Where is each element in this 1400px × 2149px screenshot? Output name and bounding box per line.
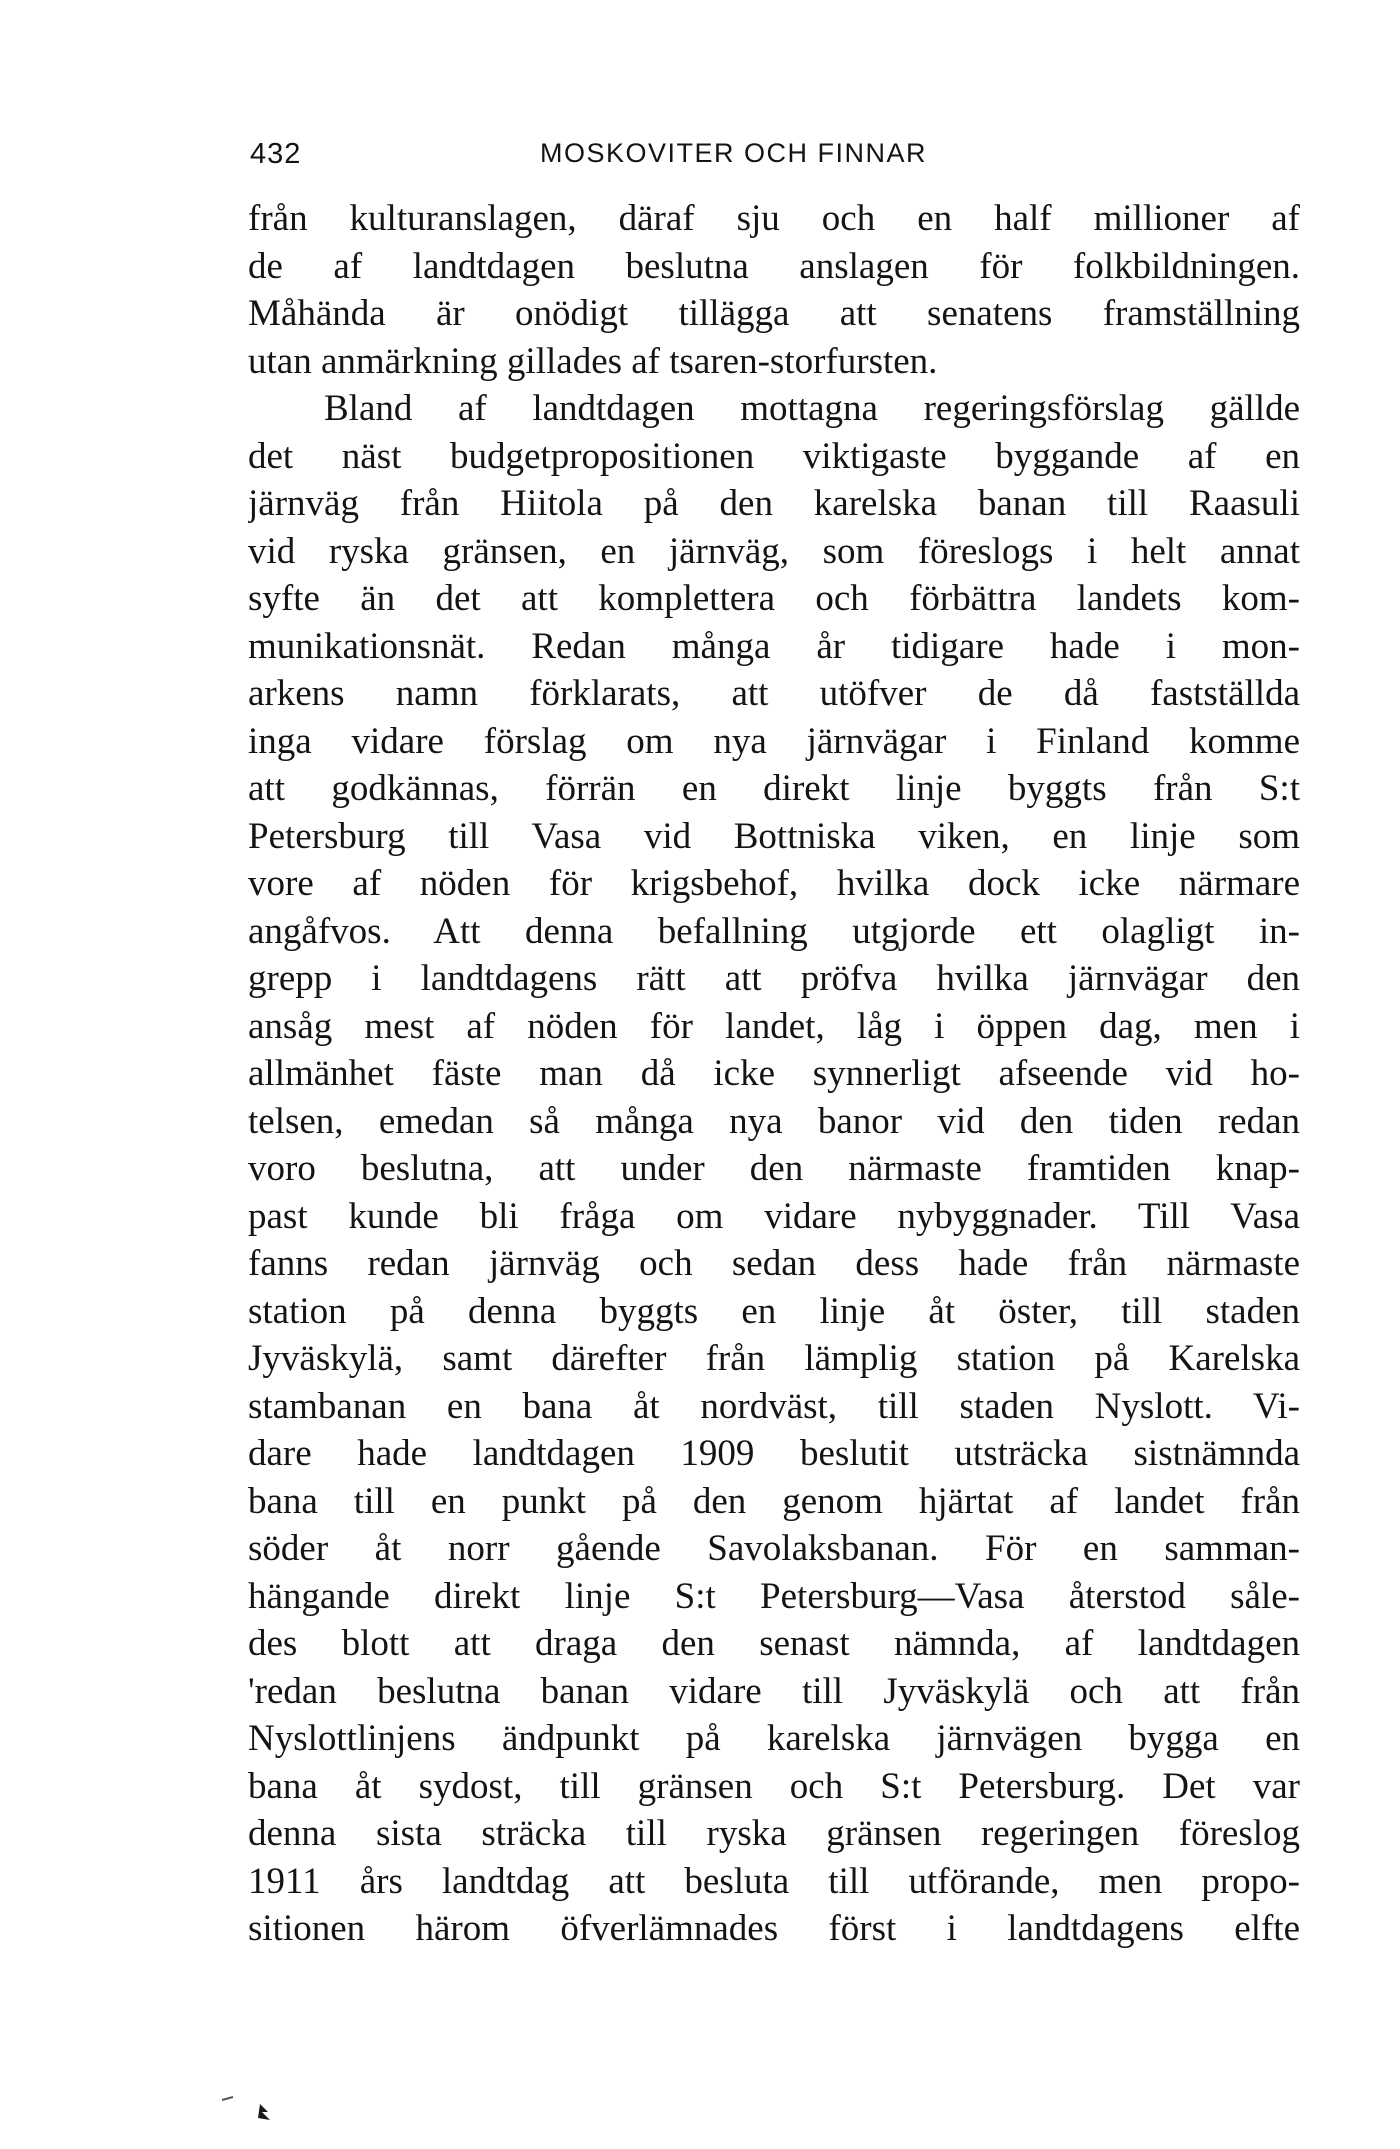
text-line: past kunde bli fråga om vidare nybyggnader. Till Vasa [248,1195,1300,1237]
page-number: 432 [250,138,302,170]
body-text [248,195,1300,1953]
text-line: utan anmärkning gillades af tsaren-storfursten. [248,340,938,382]
running-header [250,138,1300,178]
text-line: vid ryska gränsen, en järnväg, som föreslogs i helt annat [248,530,1300,572]
text-line: järnväg från Hiitola på den karelska banan till Raasuli [248,483,1300,524]
text-line: ansåg mest af nöden för landet, låg i öppen dag, men i [248,1005,1300,1047]
text-line: station på denna byggts en linje åt öster, till staden [248,1290,1300,1332]
text-line: 'redan beslutna banan vidare till Jyväskylä och att från [248,1670,1300,1712]
text-line: syfte än det att komplettera och förbättra landets kom- [248,578,1300,619]
text-line: vore af nöden för krigsbehof, hvilka dock icke närmare [248,863,1300,904]
text-line: inga vidare förslag om nya järnvägar i Finland komme [248,720,1300,762]
text-line: des blott att draga den senast nämnda, af landtdagen [248,1623,1300,1664]
text-line: stambanan en bana åt nordväst, till staden Nyslott. Vi- [248,1385,1300,1427]
text-line: angåfvos. Att denna befallning utgjorde ett olagligt in- [248,910,1300,952]
text-line: Jyväskylä, samt därefter från lämplig station på Karelska [248,1338,1300,1379]
text-line: de af landtdagen beslutna anslagen för folkbildningen. [248,245,1300,287]
text-line: Nyslottlinjens ändpunkt på karelska järnvägen bygga en [248,1718,1300,1759]
scan-speck-mark [222,2097,233,2100]
text-line: grepp i landtdagens rätt att pröfva hvilka järnvägar den [248,958,1300,999]
text-line: från kulturanslagen, däraf sju och en half millioner af [248,198,1300,239]
text-line: att godkännas, förrän en direkt linje byggts från S:t [248,768,1300,809]
text-line: bana åt sydost, till gränsen och S:t Petersburg. Det var [248,1765,1300,1807]
text-line: Petersburg till Vasa vid Bottniska viken, en linje som [248,815,1300,857]
text-line: denna sista sträcka till ryska gränsen regeringen föreslog [248,1813,1300,1854]
text-line: sitionen härom öfverlämnades först i landtdagens elfte [248,1908,1300,1949]
text-line: hängande direkt linje S:t Petersburg—Vasa återstod såle- [248,1575,1300,1617]
text-line: munikationsnät. Redan många år tidigare hade i mon- [248,625,1300,667]
scan-arrow-mark [258,2104,270,2120]
running-title: MOSKOVITER OCH FINNAR [540,138,928,168]
text-line: voro beslutna, att under den närmaste framtiden knap- [248,1148,1300,1189]
text-line: Bland af landtdagen mottagna regeringsförslag gällde [324,388,1300,429]
text-line: allmänhet fäste man då icke synnerligt afseende vid ho- [248,1053,1300,1094]
text-line: 1911 års landtdag att besluta till utförande, men propo- [248,1860,1300,1902]
text-line: söder åt norr gående Savolaksbanan. För en samman- [248,1528,1300,1569]
text-line: arkens namn förklarats, att utöfver de då fastställda [248,673,1300,714]
text-line: det näst budgetpropositionen viktigaste byggande af en [248,435,1300,477]
text-line: fanns redan järnväg och sedan dess hade från närmaste [248,1243,1300,1284]
text-line: bana till en punkt på den genom hjärtat af landet från [248,1480,1300,1522]
text-line: telsen, emedan så många nya banor vid den tiden redan [248,1100,1300,1142]
text-line: Måhända är onödigt tillägga att senatens framställning [248,293,1300,334]
text-line: dare hade landtdagen 1909 beslutit utsträcka sistnämnda [248,1433,1300,1474]
